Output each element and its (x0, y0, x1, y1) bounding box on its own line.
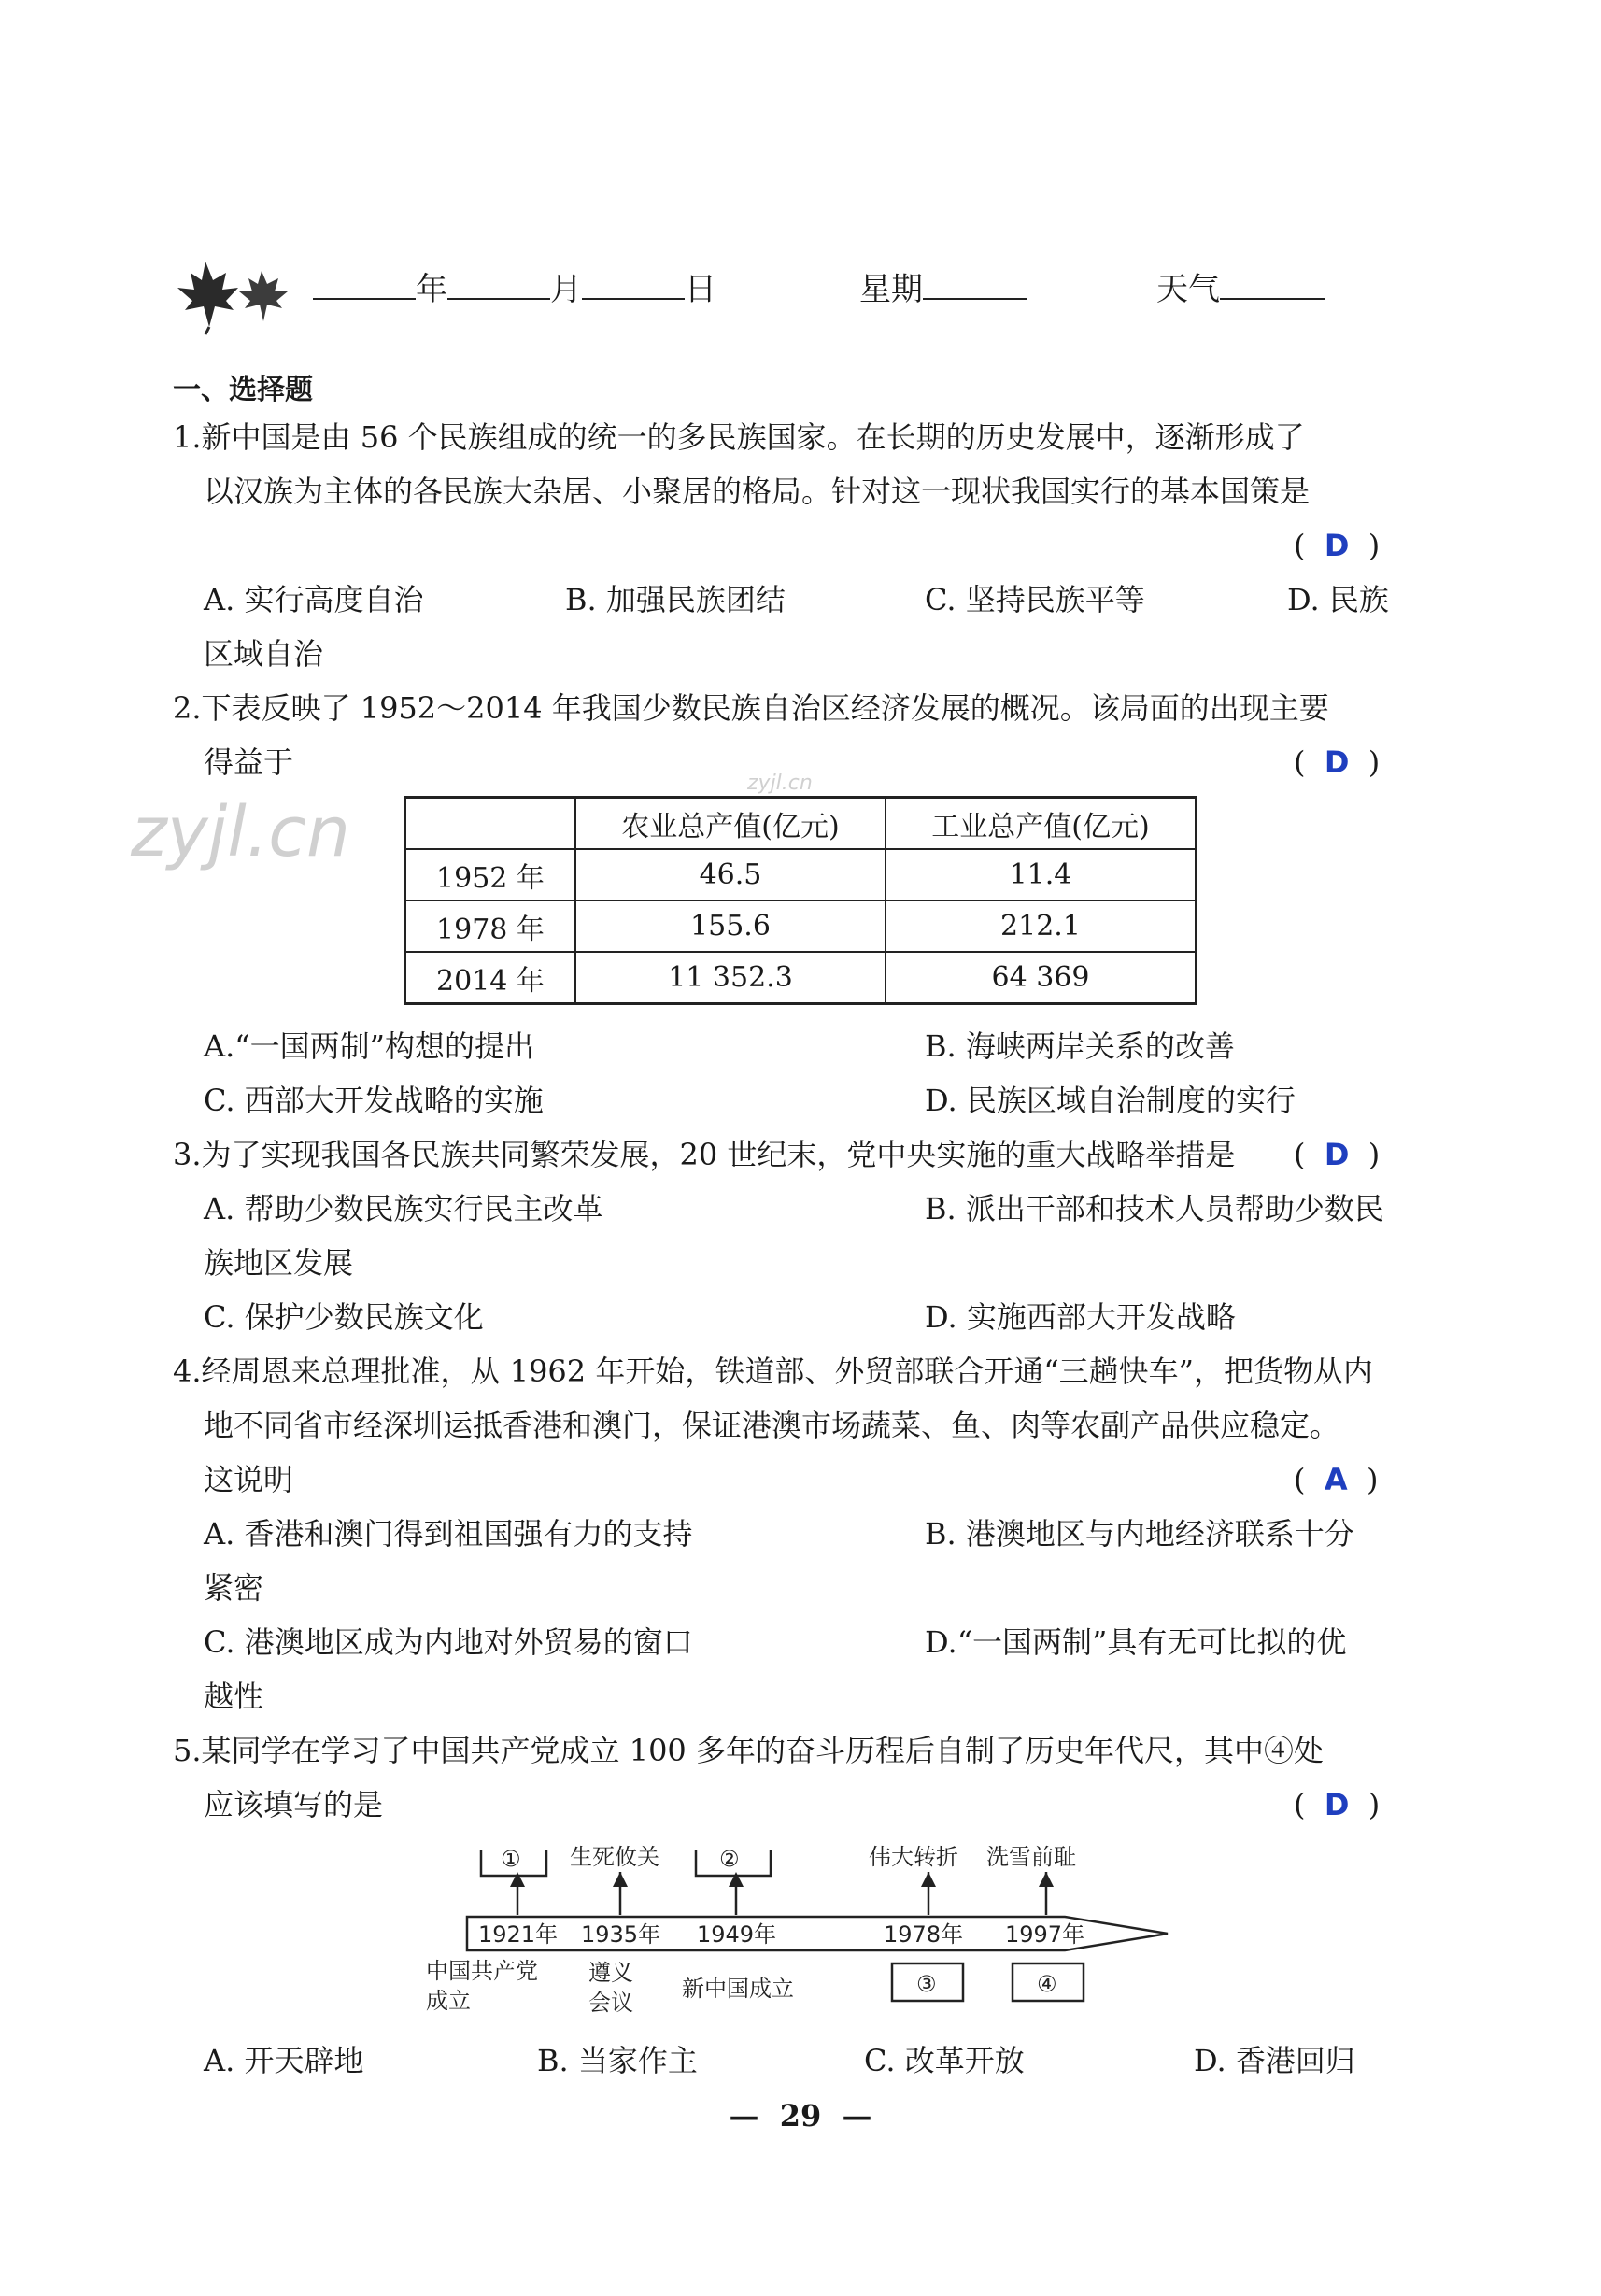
circle-label-1: ① (501, 1846, 521, 1872)
q1-option-d-cont: 区域自治 (204, 636, 324, 672)
table-cell: 11 352.3 (575, 952, 886, 1004)
table-cell: 1978 年 (405, 900, 576, 952)
q1-answer-letter: D (1324, 528, 1350, 563)
table-row (405, 849, 1197, 900)
q5-option-d[interactable]: D. 香港回归 (1194, 2043, 1355, 2078)
date-header (313, 269, 716, 310)
data-table (404, 796, 1197, 1005)
q4-option-b[interactable]: B. 港澳地区与内地经济联系十分 (925, 1516, 1354, 1552)
q1-option-c[interactable]: C. 坚持民族平等 (925, 582, 1145, 617)
q2-answer-letter: D (1324, 744, 1350, 780)
year-label: 年 (416, 271, 447, 308)
weekday-label: 星期 (859, 271, 923, 308)
watermark-small: zyjl.cn (747, 772, 813, 795)
month-blank[interactable] (447, 272, 550, 300)
maple-leaf-icon (168, 252, 308, 336)
label-shengsi: 生死攸关 (570, 1844, 659, 1870)
q5-line-2: 应该填写的是 (204, 1787, 384, 1822)
day-blank[interactable] (582, 272, 685, 300)
q3-answer: ( D ) (1294, 1137, 1381, 1172)
q5-option-a[interactable]: A. 开天辟地 (204, 2043, 364, 2078)
day-label: 日 (685, 271, 716, 308)
table-cell: 46.5 (575, 849, 886, 900)
table-cell: 11.4 (886, 849, 1197, 900)
table-cell: 155.6 (575, 900, 886, 952)
q2-option-c[interactable]: C. 西部大开发战略的实施 (204, 1083, 544, 1118)
circle-label-4: ④ (1037, 1971, 1057, 1997)
q4-line-1: 4.经周恩来总理批准，从 1962 年开始，铁道部、外贸部联合开通“三趟快车”，把货物从内 (173, 1354, 1374, 1389)
year-1921: 1921年 (478, 1921, 559, 1948)
q4-line-3: 这说明 (204, 1462, 294, 1497)
q4-answer: ( A ) (1294, 1462, 1379, 1497)
month-label: 月 (550, 271, 582, 308)
circle-label-2: ② (719, 1846, 740, 1872)
weather-label: 天气 (1156, 271, 1220, 308)
year-1997: 1997年 (1005, 1921, 1085, 1948)
q5-option-b[interactable]: B. 当家作主 (537, 2043, 698, 2078)
table-header-row (405, 798, 1197, 850)
weather-blank[interactable] (1220, 272, 1325, 300)
label-cpc-1: 中国共产党 (426, 1958, 538, 1984)
q3-option-b[interactable]: B. 派出干部和技术人员帮助少数民 (925, 1191, 1384, 1226)
q2-option-a[interactable]: A.“一国两制”构想的提出 (204, 1028, 535, 1064)
q5-answer: ( D ) (1294, 1787, 1381, 1822)
q4-answer-letter: A (1324, 1462, 1348, 1497)
table-row (405, 900, 1197, 952)
year-1935: 1935年 (581, 1921, 661, 1948)
q4-option-d-cont: 越性 (204, 1679, 264, 1714)
label-zunyi-2: 会议 (588, 1990, 633, 2016)
table-cell: 212.1 (886, 900, 1197, 952)
weekday-field (859, 269, 1027, 310)
q3-option-d[interactable]: D. 实施西部大开发战略 (925, 1299, 1236, 1335)
label-prc: 新中国成立 (682, 1976, 794, 2002)
q4-line-2: 地不同省市经深圳运抵香港和澳门，保证港澳市场蔬菜、鱼、肉等农副产品供应稳定。 (204, 1408, 1340, 1443)
watermark-large: zyjl.cn (131, 792, 350, 872)
q3-option-c[interactable]: C. 保护少数民族文化 (204, 1299, 484, 1335)
q2-line-2: 得益于 (204, 744, 294, 780)
table-cell: 2014 年 (405, 952, 576, 1004)
year-blank[interactable] (313, 272, 416, 300)
q3-answer-letter: D (1324, 1137, 1350, 1172)
label-zunyi-1: 遵义 (588, 1960, 633, 1986)
history-timeline (411, 1831, 1196, 2036)
q1-option-d[interactable]: D. 民族 (1287, 582, 1389, 617)
page-number-value: 29 (779, 2098, 822, 2133)
q1-line-2: 以汉族为主体的各民族大杂居、小聚居的格局。针对这一现状我国实行的基本国策是 (204, 474, 1311, 509)
q1-option-a[interactable]: A. 实行高度自治 (204, 582, 424, 617)
table-header-cell: 农业总产值(亿元) (575, 798, 886, 850)
circle-label-3: ③ (916, 1971, 937, 1997)
q1-answer: ( D ) (1294, 528, 1381, 563)
q3-option-a[interactable]: A. 帮助少数民族实行民主改革 (204, 1191, 603, 1226)
label-cpc-2: 成立 (426, 1988, 471, 2014)
table-header-cell (405, 798, 576, 850)
q2-option-b[interactable]: B. 海峡两岸关系的改善 (925, 1028, 1235, 1064)
table-cell: 1952 年 (405, 849, 576, 900)
q1-line-1: 1.新中国是由 56 个民族组成的统一的多民族国家。在长期的历史发展中，逐渐形成了 (173, 419, 1305, 455)
q4-option-d[interactable]: D.“一国两制”具有无可比拟的优 (925, 1624, 1347, 1660)
page-dash-right: — (821, 2098, 872, 2133)
label-xixue: 洗雪前耻 (986, 1844, 1076, 1870)
q5-line-1: 5.某同学在学习了中国共产党成立 100 多年的奋斗历程后自制了历史年代尺，其中④处 (173, 1733, 1324, 1768)
weather-field (1156, 269, 1325, 310)
q3-line-1: 3.为了实现我国各民族共同繁荣发展，20 世纪末，党中央实施的重大战略举措是 (173, 1137, 1236, 1172)
page-number (0, 2098, 1601, 2133)
q5-answer-letter: D (1324, 1787, 1350, 1822)
q3-option-b-cont: 族地区发展 (204, 1245, 354, 1281)
table-cell: 64 369 (886, 952, 1197, 1004)
q2-line-1: 2.下表反映了 1952～2014 年我国少数民族自治区经济发展的概况。该局面的出现主要 (173, 690, 1329, 726)
year-1978: 1978年 (884, 1921, 964, 1948)
table-header-cell: 工业总产值(亿元) (886, 798, 1197, 850)
year-1949: 1949年 (697, 1921, 777, 1948)
q2-answer: ( D ) (1294, 744, 1381, 780)
table-row (405, 952, 1197, 1004)
q2-option-d[interactable]: D. 民族区域自治制度的实行 (925, 1083, 1296, 1118)
q4-option-a[interactable]: A. 香港和澳门得到祖国强有力的支持 (204, 1516, 693, 1552)
weekday-blank[interactable] (923, 272, 1027, 300)
q4-option-c[interactable]: C. 港澳地区成为内地对外贸易的窗口 (204, 1624, 693, 1660)
q4-option-b-cont: 紧密 (204, 1570, 264, 1606)
q5-option-c[interactable]: C. 改革开放 (864, 2043, 1025, 2078)
q1-option-b[interactable]: B. 加强民族团结 (565, 582, 786, 617)
label-weida: 伟大转折 (869, 1844, 958, 1870)
section-title: 一、选择题 (173, 374, 313, 406)
page-dash-left: — (729, 2098, 780, 2133)
